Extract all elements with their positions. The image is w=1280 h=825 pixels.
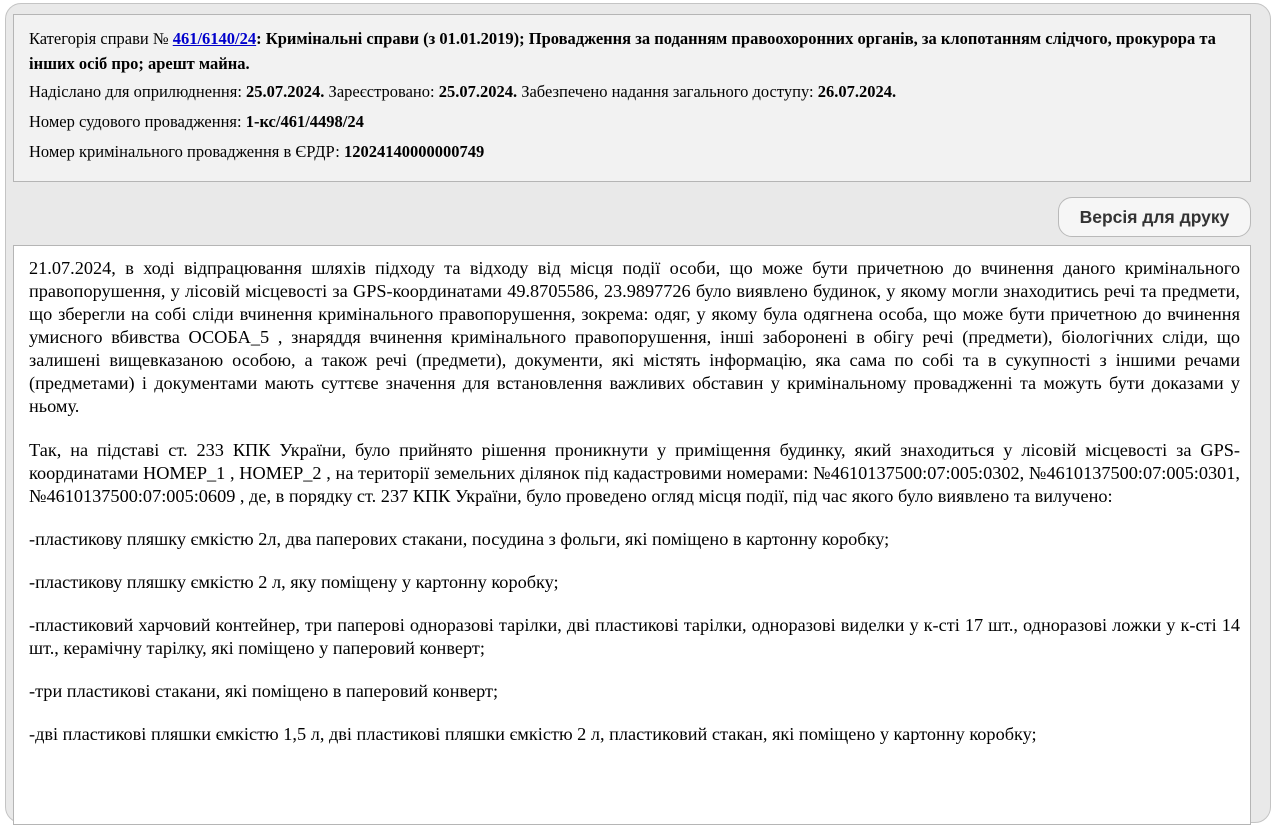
- sent-date: 25.07.2024.: [246, 82, 325, 101]
- erdr-label: Номер кримінального провадження в ЄРДР:: [29, 142, 344, 161]
- document-paragraph: 21.07.2024, в ході відпрацювання шляхів підходу та відходу від місця події особи, що може бути причетною до вчинення даного кримінального правопорушення, у лісовій місцевості за GPS-координатами 49.8705586, 23.9897726 було виявлено будинок, у якому могли знаходитись речі та предмети, що зберегли на собі сліди вчинення кримінального правопорушення, зокрема: одяг, у якому була одягнена особа, що може бути причетною до вчинення умисного вбивства ОСОБА_5 , знаряддя вчинення кримінального правопорушення, інші заборонені в обігу речі (предмети), біологічних сліди, що залишені вищевказаною особою, а також речі (предмети), документи, які містять інформацію, яка сама по собі та в сукупності з іншими речами (предметами) і документами мають суттєве значення для встановлення важливих обставин у кримінальному провадженні та можуть бути доказами у ньому.: [29, 258, 1240, 416]
- list-item: -пластикову пляшку ємкістю 2л, два паперових стакани, посудина з фольги, які поміщено в картонну коробку;: [29, 529, 890, 549]
- category-prefix: Категорія справи №: [29, 29, 173, 48]
- case-metadata-box: [13, 14, 1251, 182]
- category-text: : Кримінальні справи (з 01.01.2019); Провадження за поданням правоохоронних органів, за клопотанням слідчого, прокурора та інших осіб про; арешт майна.: [29, 29, 1216, 73]
- dates-line: [29, 80, 1236, 104]
- access-date: 26.07.2024.: [817, 82, 897, 101]
- list-item: -дві пластикові пляшки ємкістю 1,5 л, дві пластикові пляшки ємкістю 2 л, пластиковий стакан, які поміщено у картонну коробку;: [29, 724, 1037, 744]
- list-item: -три пластикові стакани, які поміщено в паперовий конверт;: [29, 681, 499, 701]
- print-version-button[interactable]: Версія для друку: [1058, 197, 1251, 237]
- court-no-value: 1-кс/461/4498/24: [245, 112, 364, 131]
- list-item: -пластиковий харчовий контейнер, три паперові одноразові тарілки, дві пластикові тарілки, одноразові виделки у к-сті 17 шт., одноразові ложки у к-сті 14 шт., керамічну тарілку, які поміщено у паперовий конверт;: [29, 615, 1240, 658]
- case-category-line: [29, 26, 1236, 76]
- registered-date: 25.07.2024.: [438, 82, 518, 101]
- erdr-line: [29, 140, 1236, 164]
- sent-label: Надіслано для оприлюднення:: [29, 82, 247, 101]
- list-item: -пластикову пляшку ємкістю 2 л, яку поміщену у картонну коробку;: [29, 572, 559, 592]
- registered-label: Зареєстровано:: [324, 82, 439, 101]
- case-number-link[interactable]: 461/6140/24: [172, 29, 257, 48]
- court-proceeding-line: [29, 110, 1236, 134]
- document-paragraph: Так, на підставі ст. 233 КПК України, було прийнято рішення проникнути у приміщення будинку, який знаходиться у лісовій місцевості за GPS-координатами НОМЕР_1 , НОМЕР_2 , на території земельних ділянок під кадастровими номерами: №4610137500:07:005:0302, №4610137500:07:005:0301, №4610137500:07:005:0609 , де, в порядку ст. 237 КПК України, було проведено огляд місця події, під час якого було виявлено та вилучено:: [29, 440, 1240, 506]
- document-text-box: [13, 245, 1251, 825]
- access-label: Забезпечено надання загального доступу:: [517, 82, 818, 101]
- erdr-value: 12024140000000749: [343, 142, 485, 161]
- court-no-label: Номер судового провадження:: [29, 112, 246, 131]
